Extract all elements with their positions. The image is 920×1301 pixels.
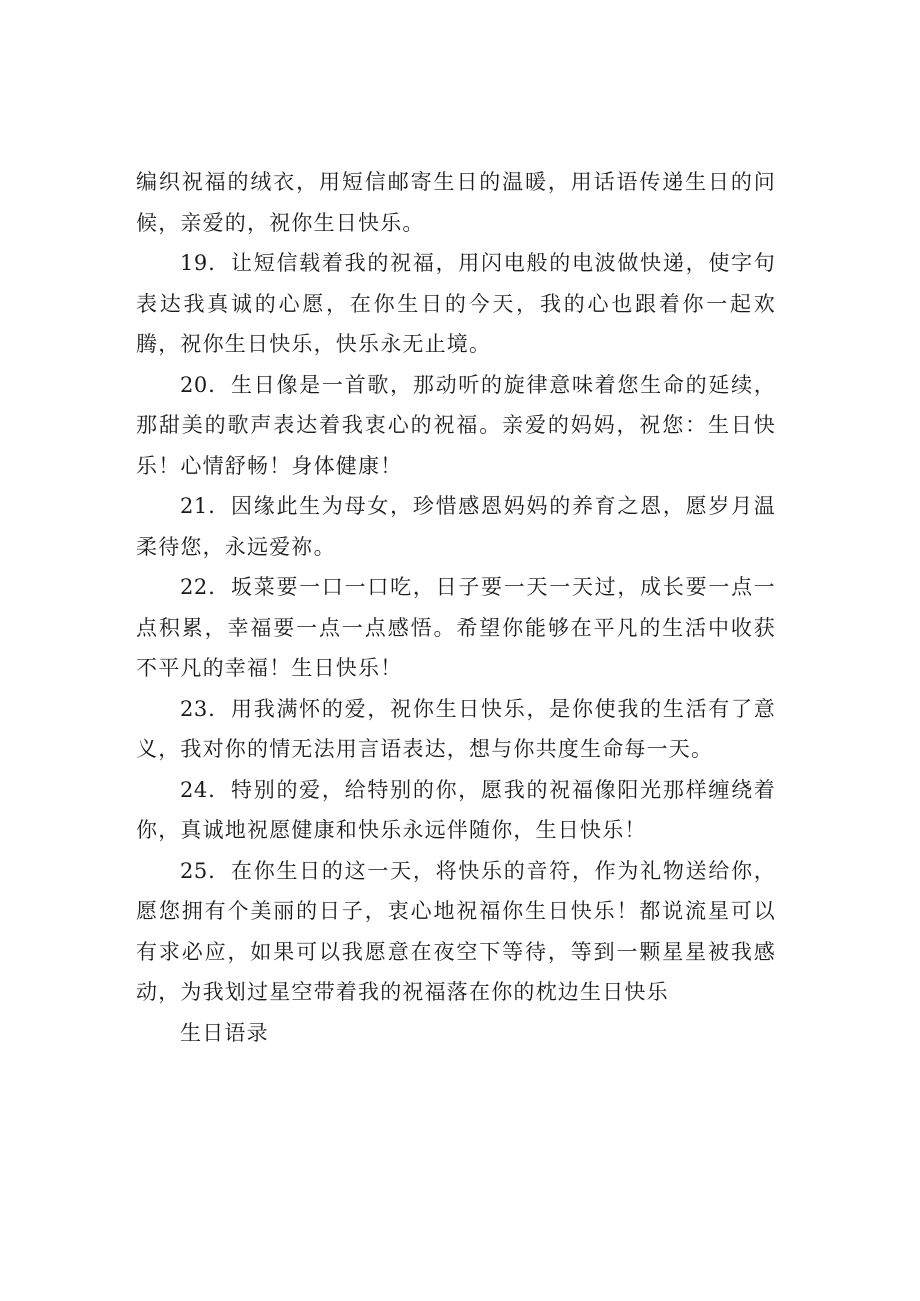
paragraph-number: 21 [180,494,208,518]
paragraph-number: 22 [180,575,208,599]
paragraph-text: ．坂菜要一口一口吃，日子要一天一天过，成长要一点一点积累，幸福要一点一点感悟。希望你能够在平凡的生活中收获不平凡的幸福！生日快乐！ [136,575,776,680]
paragraph-text: 编织祝福的绒衣，用短信邮寄生日的温暖，用话语传递生日的问候，亲爱的，祝你生日快乐。 [136,170,776,235]
paragraph-text: ．特别的爱，给特别的你，愿我的祝福像阳光那样缠绕着你，真诚地祝愿健康和快乐永远伴随你，生日快乐！ [136,777,776,842]
paragraph-text: ．因缘此生为母女，珍惜感恩妈妈的养育之恩，愿岁月温柔待您，永远爱祢。 [136,494,776,559]
paragraph-number: 19 [180,251,208,275]
paragraph-continued [136,162,776,243]
paragraph-19 [136,243,776,365]
paragraph-text: 生日语录 [180,1020,269,1045]
paragraph-24 [136,770,776,851]
paragraph-23 [136,689,776,770]
paragraph-text: ．用我满怀的爱，祝你生日快乐，是你使我的生活有了意义，我对你的情无法用言语表达，想与你共度生命每一天。 [136,696,776,761]
paragraph-number: 24 [180,777,208,802]
section-footer-label [136,1013,776,1054]
paragraph-25 [136,851,776,1013]
paragraph-22 [136,567,776,689]
document-body [136,162,776,1053]
paragraph-number: 23 [180,696,208,721]
paragraph-text: ．让短信载着我的祝福，用闪电般的电波做快递，使字句表达我真诚的心愿，在你生日的今天，我的心也跟着你一起欢腾，祝你生日快乐，快乐永无止境。 [136,251,776,356]
paragraph-text: ．在你生日的这一天，将快乐的音符，作为礼物送给你，愿您拥有个美丽的日子，衷心地祝福你生日快乐！都说流星可以有求必应，如果可以我愿意在夜空下等待，等到一颗星星被我感动，为我划过星空带着我的祝福落在你的枕边生日快乐 [136,858,776,1004]
paragraph-number: 25 [180,858,208,883]
paragraph-text: ．生日像是一首歌，那动听的旋律意味着您生命的延续，那甜美的歌声表达着我衷心的祝福。亲爱的妈妈，祝您：生日快乐！心情舒畅！身体健康！ [136,372,776,478]
paragraph-21 [136,486,776,567]
paragraph-number: 20 [180,372,208,397]
paragraph-20 [136,365,776,487]
